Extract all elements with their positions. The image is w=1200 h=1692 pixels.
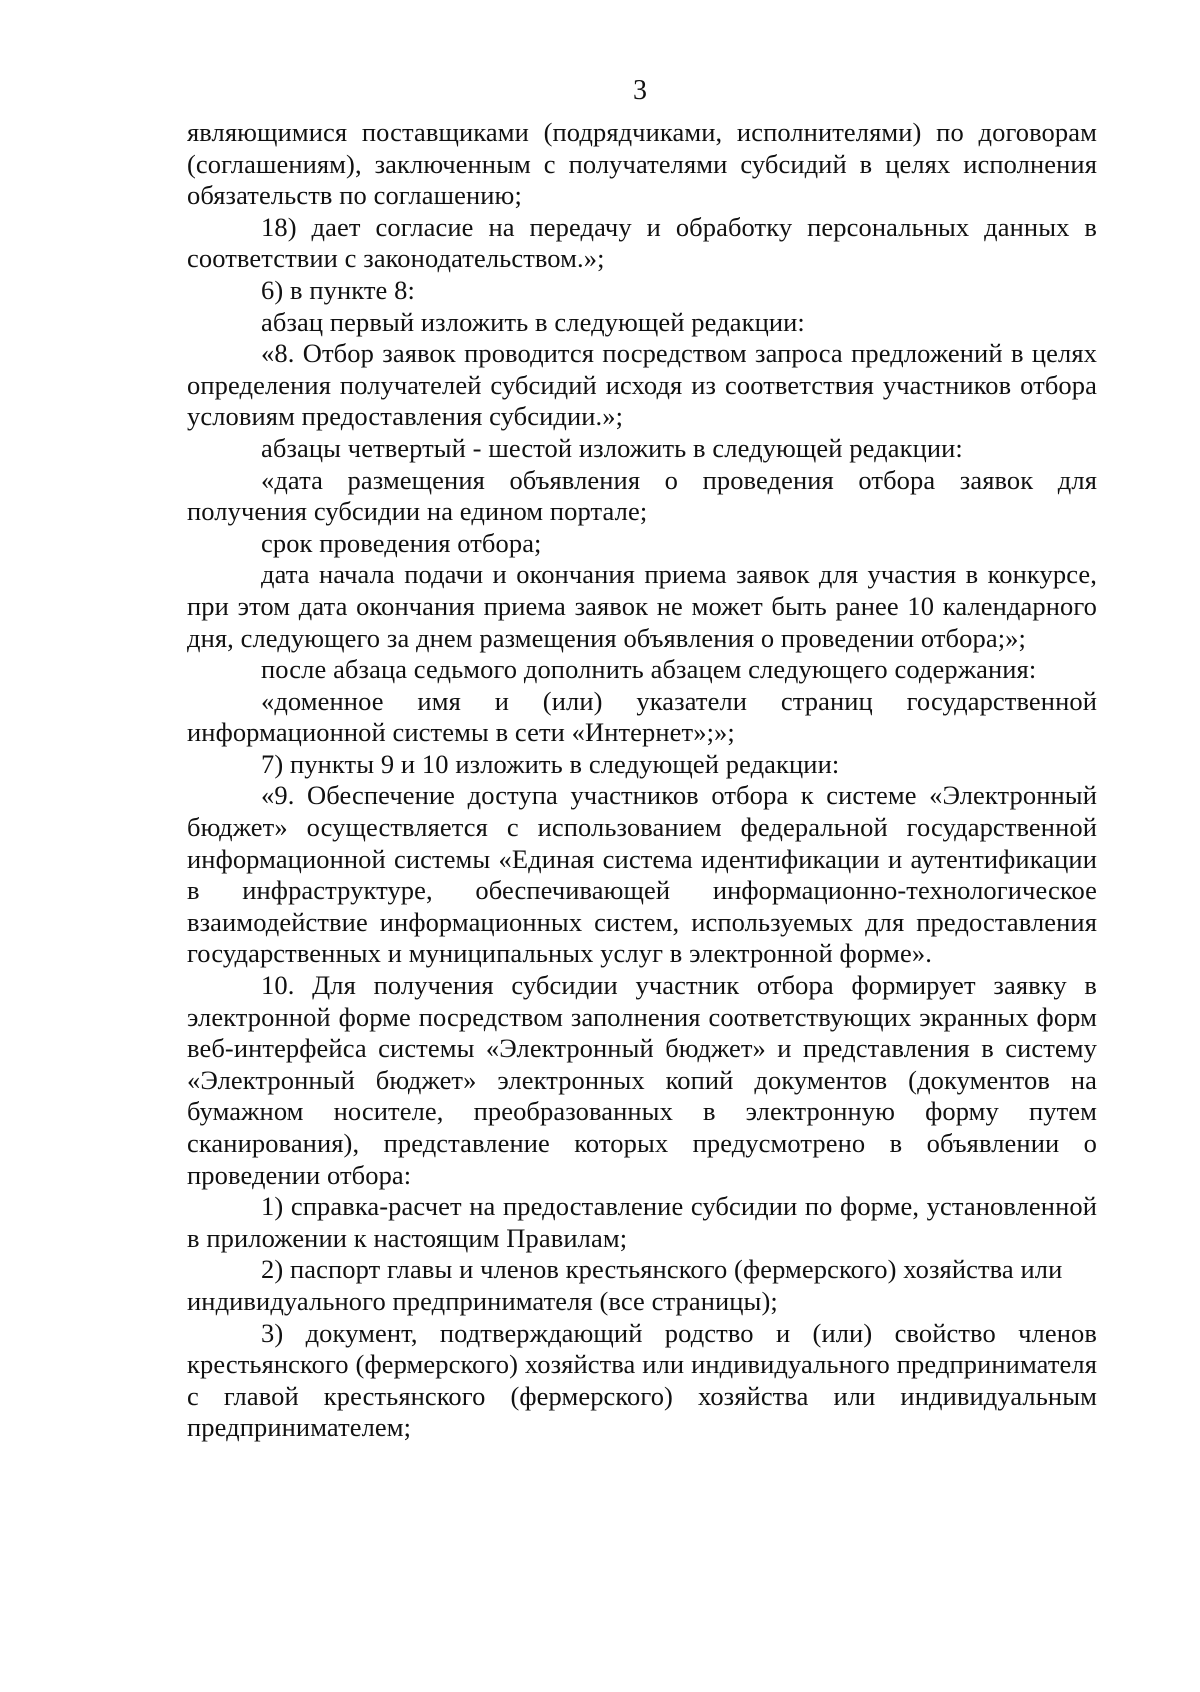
paragraph: «доменное имя и (или) указатели страниц государственной информационной системы в сети «Интернет»;»;: [187, 685, 1097, 748]
paragraph-continuation: являющимися поставщиками (подрядчиками, исполнителями) по договорам (соглашениям), заключенным с получателями субсидий в целях исполнения обязательств по соглашению;: [187, 117, 1097, 211]
list-item-2-continuation: индивидуального предпринимателя (все страницы);: [187, 1285, 778, 1316]
paragraph: абзац первый изложить в следующей редакции:: [261, 306, 805, 337]
page-number: 3: [633, 75, 647, 106]
paragraph-point-6: 6) в пункте 8:: [261, 274, 415, 305]
paragraph-item-18: 18) дает согласие на передачу и обработку персональных данных в соответствии с законодательством.»;: [187, 211, 1097, 274]
paragraph: после абзаца седьмого дополнить абзацем следующего содержания:: [261, 654, 1037, 685]
list-item-2: 2) паспорт главы и членов крестьянского (фермерского) хозяйства или: [261, 1254, 1063, 1285]
paragraph: срок проведения отбора;: [261, 527, 542, 558]
list-item-3: 3) документ, подтверждающий родство и (или) свойство членов крестьянского (фермерского) хозяйства или индивидуального предпринимателя с главой крестьянского (фермерского) хозяйства или индивидуальным предпринимателем;: [187, 1317, 1097, 1443]
list-item-1: 1) справка-расчет на предоставление субсидии по форме, установленной в приложении к настоящим Правилам;: [187, 1191, 1097, 1253]
paragraph-clause-10: 10. Для получения субсидии участник отбора формирует заявку в электронной форме посредством заполнения соответствующих экранных форм веб-интерфейса системы «Электронный бюджет» и представления в систему «Электронный бюджет» электронных копий документов (документов на бумажном носителе, преобразованных в электронную форму путем сканирования), представление которых предусмотрено в объявлении о проведении отбора:: [187, 970, 1097, 1190]
paragraph: дата начала подачи и окончания приема заявок для участия в конкурсе, при этом дата окончания приема заявок не может быть ранее 10 календарного дня, следующего за днем размещения объявления о проведении отбора;»;: [187, 559, 1097, 653]
paragraph: абзацы четвертый - шестой изложить в следующей редакции:: [261, 432, 963, 463]
paragraph-clause-9: «9. Обеспечение доступа участников отбора к системе «Электронный бюджет» осуществляется с использованием федеральной государственной информационной системы «Единая система идентификации и аутентификации в инфраструктуре, обеспечивающей информационно-технологическое взаимодействие информационных систем, используемых для предоставления государственных и муниципальных услуг в электронной форме».: [187, 780, 1097, 969]
document-body: [187, 117, 1097, 1444]
paragraph: «дата размещения объявления о проведения отбора заявок для получения субсидии на едином портале;: [187, 464, 1097, 527]
paragraph-point-7: 7) пункты 9 и 10 изложить в следующей редакции:: [261, 748, 840, 779]
paragraph-clause-8: «8. Отбор заявок проводится посредством запроса предложений в целях определения получателей субсидий исходя из соответствия участников отбора условиям предоставления субсидии.»;: [187, 338, 1097, 432]
